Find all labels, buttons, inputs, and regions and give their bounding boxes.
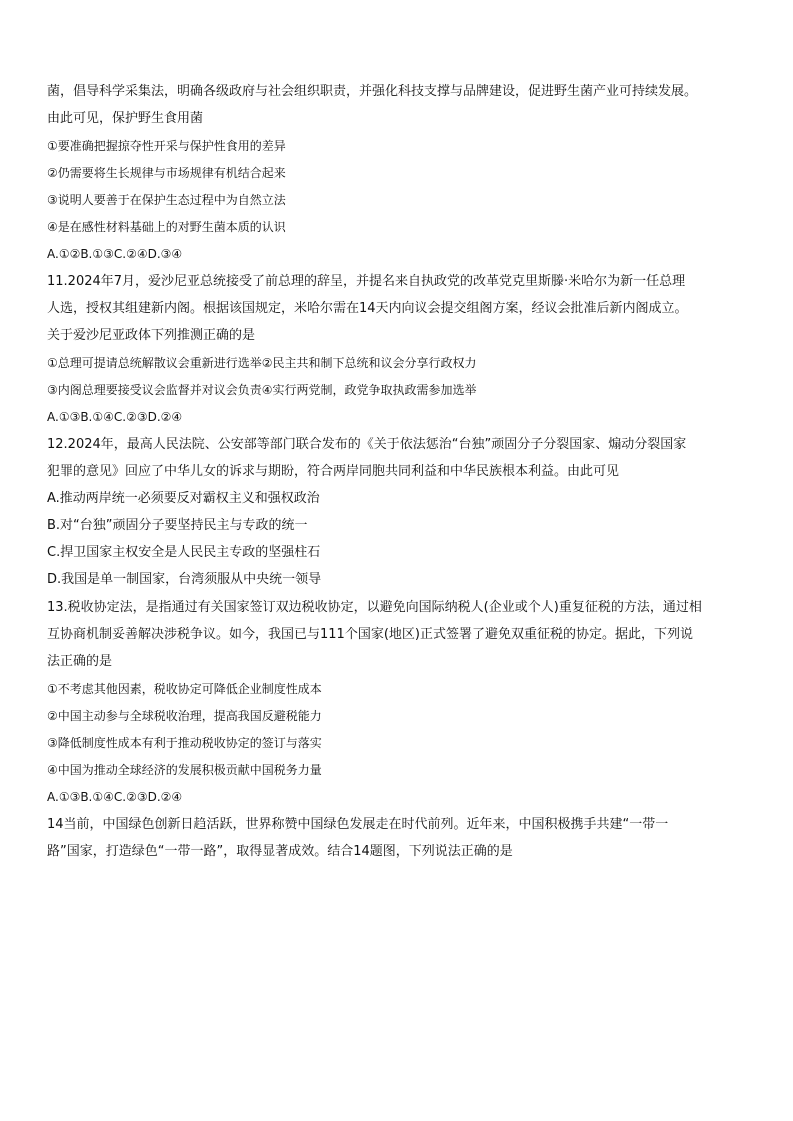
question-14-text: 路”国家，打造绿色“一带一路”，取得显著成效。结合14题图，下列说法正确的是 — [47, 844, 513, 859]
option-line: ③降低制度性成本有利于推动税收协定的签订与落实 — [47, 736, 322, 750]
answer-choices: A.①③B.①④C.②③D.②④ — [47, 790, 183, 804]
option-line: ③内阁总理要接受议会监督并对议会负责④实行两党制，政党争取执政需参加选举 — [47, 383, 477, 397]
answer-choices: A.①③B.①④C.②③D.②④ — [47, 410, 183, 424]
option-line: ②中国主动参与全球税收治理，提高我国反避税能力 — [47, 709, 322, 723]
question-12-text: 犯罪的意见》回应了中华儿女的诉求与期盼，符合两岸同胞共同利益和中华民族根本利益。由此可见 — [47, 464, 620, 479]
answer-choices: A.①②B.①③C.②④D.③④ — [47, 247, 183, 261]
question-11-text: 关于爱沙尼亚政体下列推测正确的是 — [47, 328, 256, 343]
option-line: B.对“台独”顽固分子要坚持民主与专政的统一 — [47, 518, 308, 533]
option-line: A.推动两岸统一必须要反对霸权主义和强权政治 — [47, 491, 320, 506]
question-13-text: 互协商机制妥善解决涉税争议。如今，我国已与111个国家(地区)正式签署了避免双重征税的协定。据此，下列说 — [47, 627, 693, 642]
option-line: ①不考虑其他因素，税收协定可降低企业制度性成本 — [47, 682, 322, 696]
question-13-text: 13.税收协定法，是指通过有关国家签订双边税收协定，以避免向国际纳税人(企业或个人)重复征税的方法，通过相 — [47, 600, 702, 615]
option-line: D.我国是单一制国家，台湾须服从中央统一领导 — [47, 572, 322, 587]
option-line: ③说明人要善于在保护生态过程中为自然立法 — [47, 193, 286, 207]
question-14-text: 14当前，中国绿色创新日趋活跃，世界称赞中国绿色发展走在时代前列。近年来，中国积极携手共建“一带一 — [47, 817, 669, 832]
option-line: ④是在感性材料基础上的对野生菌本质的认识 — [47, 220, 286, 234]
question-11-text: 11.2024年7月，爱沙尼亚总统接受了前总理的辞呈，并提名来自执政党的改革党克里斯滕·米哈尔为新一任总理 — [47, 274, 686, 289]
option-line: C.捍卫国家主权安全是人民民主专政的坚强柱石 — [47, 545, 321, 560]
text-line: 菌，倡导科学采集法，明确各级政府与社会组织职责，并强化科技支撑与品牌建设，促进野生菌产业可持续发展。 — [47, 84, 698, 99]
option-line: ①要准确把握掠夺性开采与保护性食用的差异 — [47, 139, 286, 153]
question-12-text: 12.2024年，最高人民法院、公安部等部门联合发布的《关于依法惩治“台独”顽固分子分裂国家、煽动分裂国家 — [47, 437, 687, 452]
option-line: ①总理可提请总统解散议会重新进行选举②民主共和制下总统和议会分享行政权力 — [47, 356, 477, 370]
option-line: ④中国为推动全球经济的发展积极贡献中国税务力量 — [47, 763, 322, 777]
question-13-text: 法正确的是 — [47, 654, 113, 669]
option-line: ②仍需要将生长规律与市场规律有机结合起来 — [47, 166, 286, 180]
text-line: 由此可见，保护野生食用菌 — [47, 111, 204, 126]
question-11-text: 人选，授权其组建新内阁。根据该国规定，米哈尔需在14天内向议会提交组阁方案，经议会批准后新内阁成立。 — [47, 301, 688, 316]
